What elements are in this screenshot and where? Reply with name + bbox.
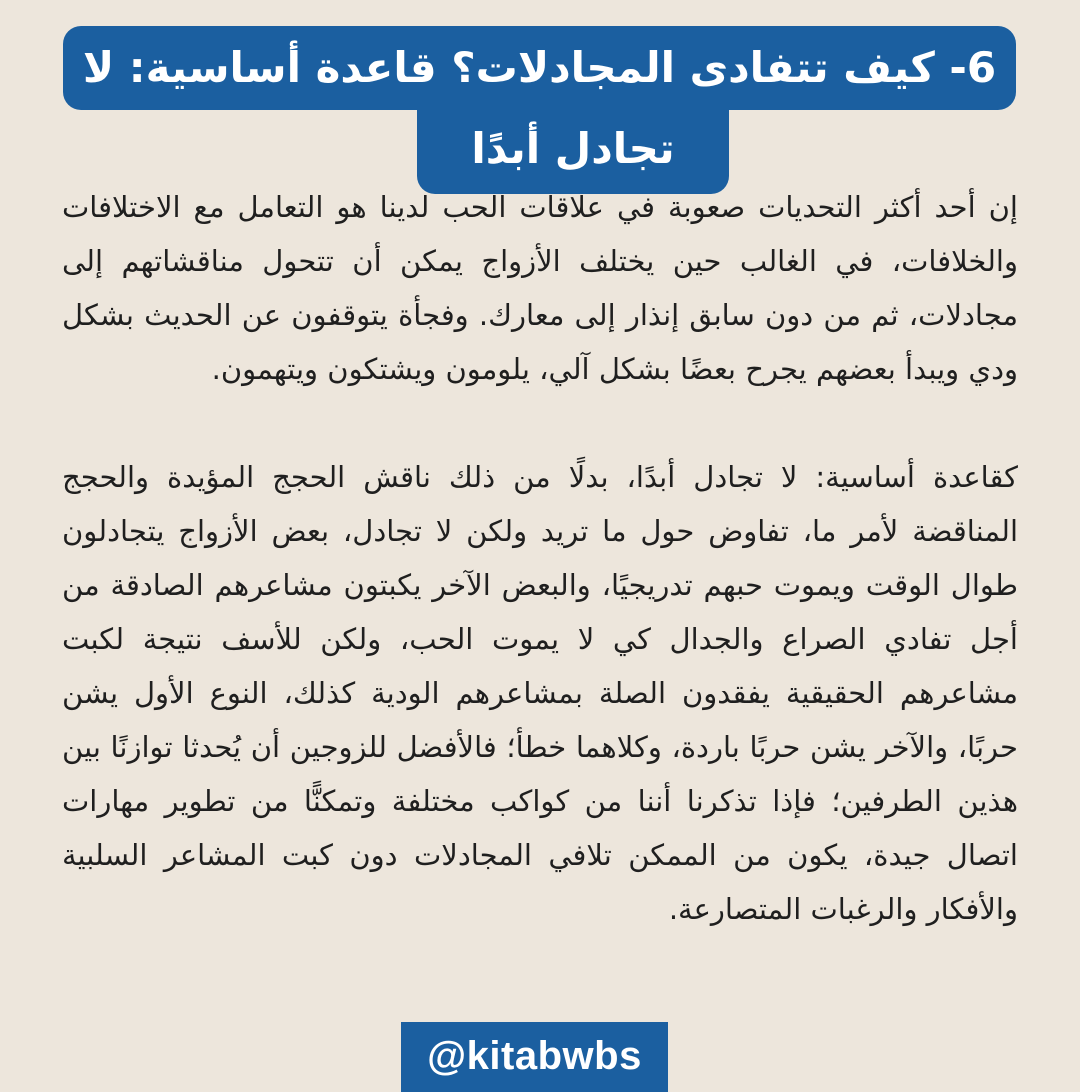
paragraph-intro: إن أحد أكثر التحديات صعوبة في علاقات الحب لدينا هو التعامل مع الاختلافات والخلافات، في الغالب حين يختلف الأزواج يمكن أن تتحول مناقشاتهم إلى مجادلات، ثم من دون سابق إنذار إلى معارك. وفجأة يتوقفون عن الحديث بشكل ودي ويبدأ بعضهم يجرح بعضًا بشكل آلي، يلومون ويشتكون ويتهمون. — [62, 190, 1018, 386]
account-handle-badge: @kitabwbs — [401, 1022, 668, 1092]
title-banner — [63, 26, 1016, 173]
article-body — [62, 180, 1018, 936]
page-title-line-2: تجادل أبدًا — [417, 110, 729, 194]
paragraph-rule: كقاعدة أساسية: لا تجادل أبدًا، بدلًا من ذلك ناقش الحجج المؤيدة والحجج المناقضة لأمر ما، تفاوض حول ما تريد ولكن لا تجادل، بعض الأزواج يتجادلون طوال الوقت ويموت حبهم تدريجيًا، والبعض الآخر يكبتون مشاعرهم الصادقة من أجل تفادي الصراع والجدال كي لا يموت الحب، ولكن للأسف نتيجة لكبت مشاعرهم الحقيقية يفقدون الصلة بمشاعرهم الودية كذلك، النوع الأول يشن حربًا، والآخر يشن حربًا باردة، وكلاهما خطأ؛ فالأفضل للزوجين أن يُحدثا توازنًا بين هذين الطرفين؛ فإذا تذكرنا أننا من كواكب مختلفة وتمكنًّا من تطوير مهارات اتصال جيدة، يكون من الممكن تلافي المجادلات دون كبت المشاعر السلبية والأفكار والرغبات المتصارعة. — [62, 460, 1018, 926]
page-title-line-1: 6- كيف تتفادى المجادلات؟ قاعدة أساسية: لا — [63, 26, 1016, 110]
